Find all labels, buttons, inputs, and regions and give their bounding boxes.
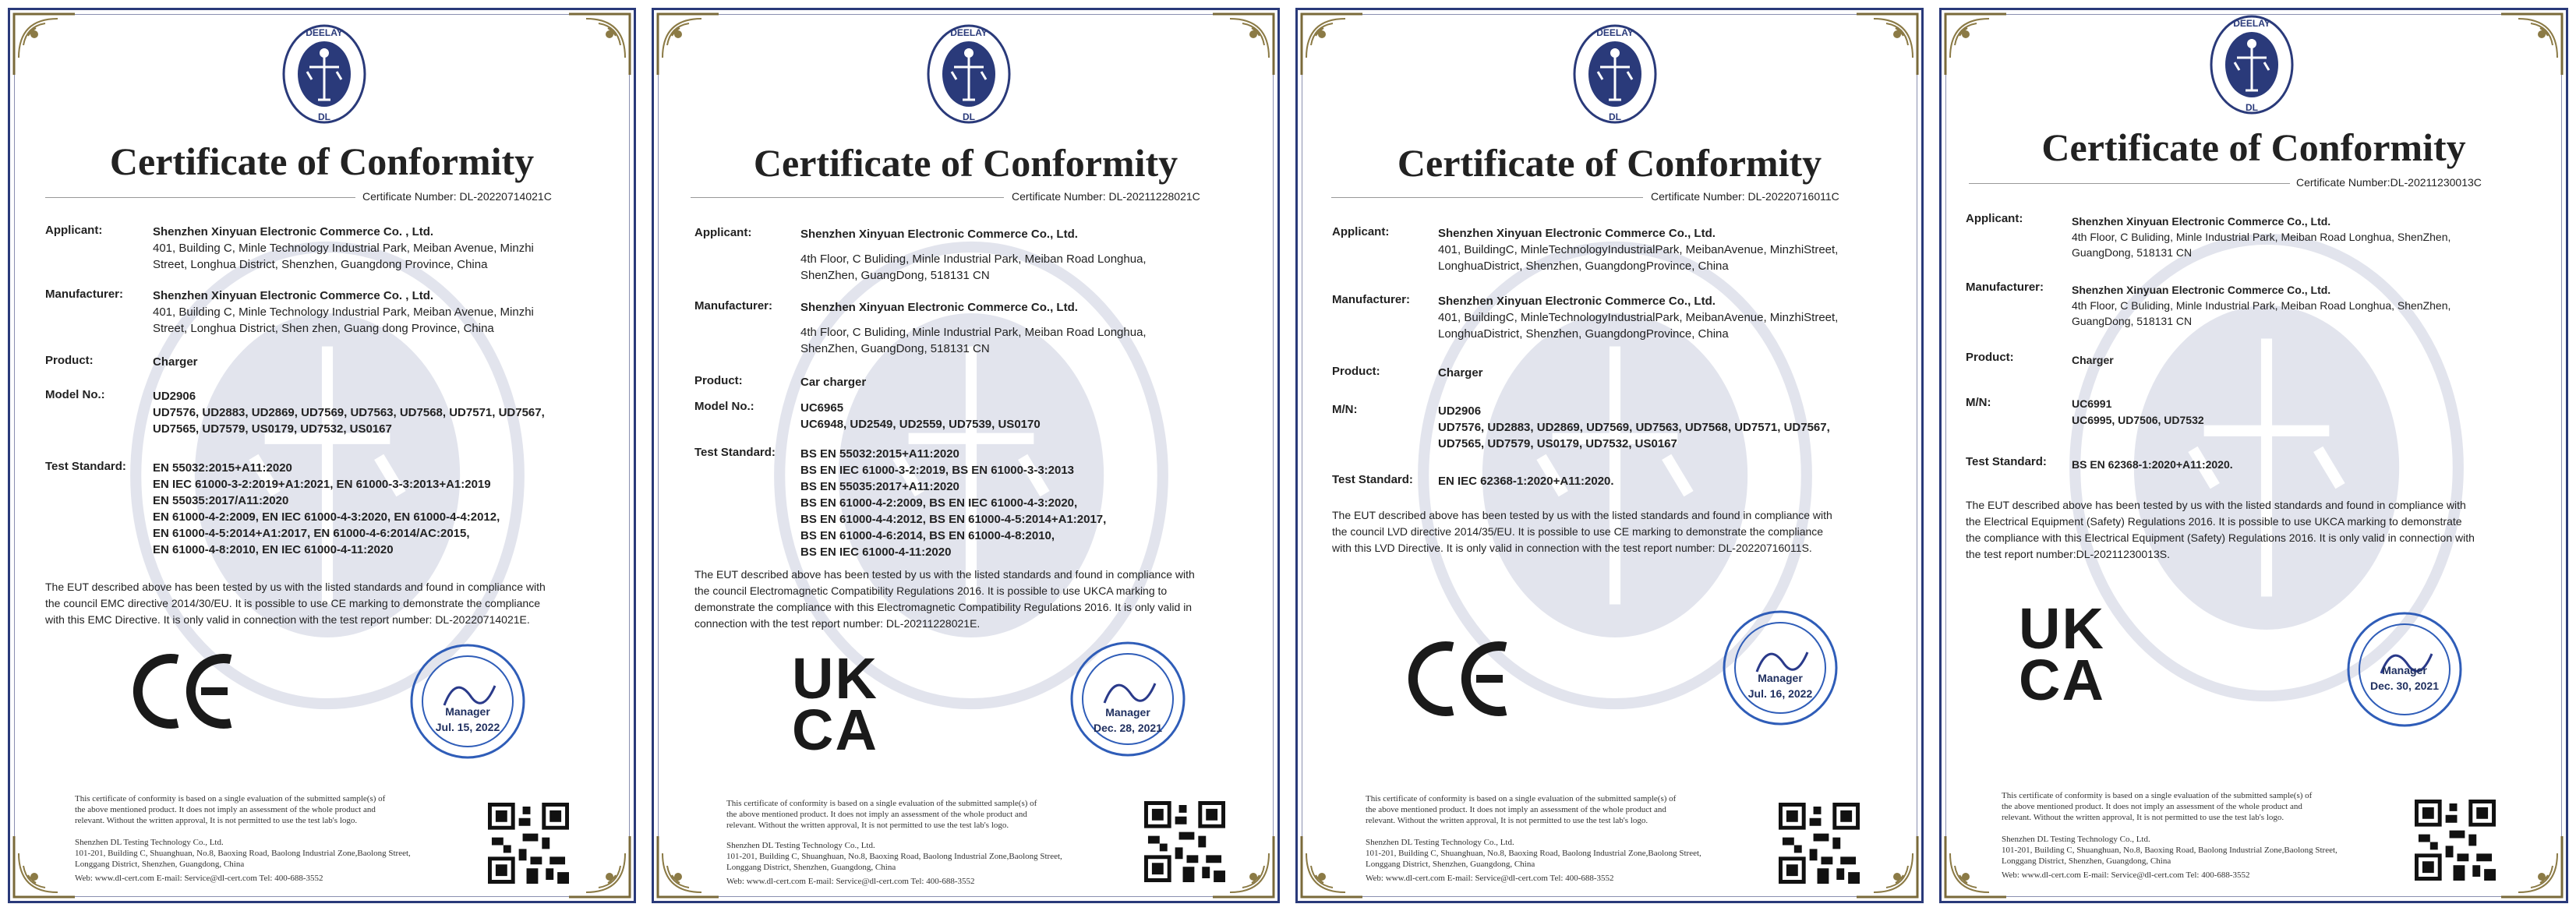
stamp-role: Manager xyxy=(2382,664,2427,676)
standard-value xyxy=(800,446,1106,560)
statement-line: the council LVD directive 2014/35/EU. It is possible to use CE marking to demonstrate the compliance xyxy=(1332,525,1824,538)
issuer-contact: Web: www.dl-cert.com E-mail: Service@dl-cert.com Tel: 400-688-3552 xyxy=(726,877,975,886)
statement-line: the compliance with this Electrical Equipment (Safety) Regulations 2016. It is only valid in connection with xyxy=(1966,531,2475,544)
issuer-line: 101-201, Building C, Shuanghuan, No.8, Baoxing Road, Baolong Industrial Zone,Baolong Street, xyxy=(726,852,1062,861)
disclaimer-line: This certificate of conformity is based on a single evaluation of the submitted sample(s) of xyxy=(1366,794,1677,803)
qr-code-icon xyxy=(1144,801,1225,882)
deelay-dl-emblem-icon xyxy=(1572,23,1658,125)
model-label: Model No.: xyxy=(45,388,105,401)
statement-line: demonstrate the compliance with this Electromagnetic Compatibility Regulations 2016. It is only valid in xyxy=(694,601,1193,613)
standard-line: BS EN IEC 61000-4-11:2020 xyxy=(800,546,952,559)
product-value: Charger xyxy=(2072,354,2114,366)
standard-label: Test Standard: xyxy=(694,446,776,459)
disclaimer xyxy=(75,793,385,826)
ornament-corner-icon xyxy=(655,11,722,78)
ornament-corner-icon xyxy=(1210,11,1277,78)
disclaimer-line: the above mentioned product. It does not imply an assessment of the whole product and xyxy=(2002,802,2302,811)
logo-bottom-text: DL xyxy=(2246,102,2258,113)
standard-line: EN 61000-4-5:2014+A1:2017, EN 61000-4-6:2014/AC:2015, xyxy=(153,527,470,540)
standard-value xyxy=(2072,457,2233,473)
model-extra-line: UC6948, UD2549, UD2559, UD7539, US0170 xyxy=(800,418,1041,431)
product-label: Product: xyxy=(1966,351,2014,364)
logo-bottom-text: DL xyxy=(1609,111,1621,122)
title-rule xyxy=(45,197,355,198)
title-rule xyxy=(1969,183,2290,184)
standard-line: BS EN 55035:2017+A11:2020 xyxy=(800,480,959,493)
standard-label: Test Standard: xyxy=(1332,473,1413,486)
applicant-address-line: 4th Floor, C Buliding, Minle Industrial Park, Meiban Road Longhua, xyxy=(800,252,1147,266)
disclaimer-line: This certificate of conformity is based on a single evaluation of the submitted sample(s) of xyxy=(2002,791,2313,800)
standard-line: EN IEC 62368-1:2020+A11:2020. xyxy=(1438,475,1614,488)
disclaimer-line: relevant. Without the written approval, It is not permitted to use the test lab's logo. xyxy=(726,821,1009,830)
model-label: M/N: xyxy=(1332,403,1358,416)
ornament-corner-icon xyxy=(1942,833,2009,900)
statement-line: the test report number:DL-20211230013S. xyxy=(1966,548,2171,560)
standard-line: BS EN 61000-4-4:2012, BS EN 61000-4-5:2014+A1:2017, xyxy=(800,513,1107,526)
certificate-title: Certificate of Conformity xyxy=(753,141,1178,185)
standard-line: BS EN 55032:2015+A11:2020 xyxy=(800,447,959,461)
model-number: UD2906 xyxy=(153,390,196,403)
manufacturer-name: Shenzhen Xinyuan Electronic Commerce Co., Ltd. xyxy=(2072,284,2331,296)
model-value xyxy=(2072,396,2204,429)
applicant-value xyxy=(1438,225,1838,274)
applicant-label: Applicant: xyxy=(45,224,103,237)
applicant-address-line: 4th Floor, C Buliding, Minle Industrial Park, Meiban Road Longhua, ShenZhen, xyxy=(2072,231,2451,243)
certificate-1 xyxy=(0,0,644,911)
disclaimer-line: the above mentioned product. It does not imply an assessment of the whole product and xyxy=(75,805,376,814)
product-value: Charger xyxy=(153,355,198,369)
certificate-title: Certificate of Conformity xyxy=(2041,125,2466,169)
standard-line: EN IEC 61000-3-2:2019+A1:2021, EN 61000-3-3:2013+A1:2019 xyxy=(153,478,491,491)
issuer-info xyxy=(2002,834,2337,881)
standard-line: BS EN 61000-4-2:2009, BS EN IEC 61000-4-3:2020, xyxy=(800,496,1078,510)
manufacturer-address-line: 4th Floor, C Buliding, Minle Industrial Park, Meiban Road Longhua, xyxy=(800,326,1147,339)
stamp-role: Manager xyxy=(1758,672,1803,684)
ornament-corner-icon xyxy=(1299,11,1366,78)
model-number: UD2906 xyxy=(1438,404,1482,418)
certificate-3 xyxy=(1288,0,1931,911)
stamp-date: Dec. 28, 2021 xyxy=(1094,722,1162,734)
ornament-corner-icon xyxy=(11,11,78,78)
manufacturer-value xyxy=(153,288,534,337)
manufacturer-address-line: 401, Building C, Minle Technology Industrial Park, Meiban Avenue, Minzhi xyxy=(153,305,534,319)
qr-code-icon xyxy=(2415,800,2496,881)
certificate-number: Certificate Number: DL-20211228021C xyxy=(1012,190,1200,203)
ornament-corner-icon xyxy=(2498,11,2565,78)
ornament-corner-icon xyxy=(1853,833,1921,900)
standard-line: BS EN 62368-1:2020+A11:2020. xyxy=(2072,458,2233,471)
manufacturer-label: Manufacturer: xyxy=(694,299,773,312)
issuer-line: Longgang District, Shenzhen, Guangdong, China xyxy=(2002,856,2171,866)
certificate-4 xyxy=(1931,0,2576,911)
certificate-number: Certificate Number:DL-20211230013C xyxy=(2296,176,2482,189)
model-value xyxy=(1438,403,1830,452)
issuer-contact: Web: www.dl-cert.com E-mail: Service@dl-cert.com Tel: 400-688-3552 xyxy=(2002,870,2250,880)
manufacturer-value xyxy=(2072,282,2451,329)
manufacturer-label: Manufacturer: xyxy=(45,288,124,301)
issuer-line: Longgang District, Shenzhen, Guangdong, China xyxy=(1366,860,1535,869)
applicant-label: Applicant: xyxy=(1966,212,2023,225)
ornament-corner-icon xyxy=(566,11,633,78)
standard-value xyxy=(1438,473,1614,489)
ce-mark-icon xyxy=(1406,641,1512,717)
approved-round-stamp-icon xyxy=(1722,609,1839,726)
statement-line: The EUT described above has been tested by us with the listed standards and found in compliance with xyxy=(45,581,546,593)
statement-line: the Electrical Equipment (Safety) Regulations 2016. It is possible to use UKCA marking to demonstrate xyxy=(1966,515,2462,528)
applicant-name: Shenzhen Xinyuan Electronic Commerce Co., Ltd. xyxy=(800,228,1078,241)
standard-line: EN 55032:2015+A11:2020 xyxy=(153,461,292,475)
ce-mark-icon xyxy=(131,653,237,729)
applicant-name: Shenzhen Xinyuan Electronic Commerce Co., Ltd. xyxy=(1438,227,1716,240)
product-label: Product: xyxy=(694,374,743,387)
standard-value xyxy=(153,460,500,558)
logo-top-text: DEELAY xyxy=(1596,27,1634,38)
disclaimer-line: relevant. Without the written approval, It is not permitted to use the test lab's logo. xyxy=(1366,816,1648,825)
manufacturer-value xyxy=(800,299,1147,357)
applicant-address-line: 401, BuildingC, MinleTechnologyIndustrialPark, MeibanAvenue, MinzhiStreet, xyxy=(1438,243,1839,256)
issuer-line: Longgang District, Shenzhen, Guangdong, China xyxy=(726,863,896,872)
logo-top-text: DEELAY xyxy=(2233,18,2270,29)
issuer-line: Shenzhen DL Testing Technology Co., Ltd. xyxy=(1366,838,1514,847)
ukca-mark-icon xyxy=(792,646,878,762)
ukca-mark-bottom: CA xyxy=(2019,648,2105,712)
stamp-date: Dec. 30, 2021 xyxy=(2370,680,2439,692)
issuer-line: Shenzhen DL Testing Technology Co., Ltd. xyxy=(2002,835,2150,844)
model-value xyxy=(800,400,1041,433)
applicant-label: Applicant: xyxy=(1332,225,1390,238)
statement-line: The EUT described above has been tested by us with the listed standards and found in compliance with xyxy=(694,568,1195,581)
manufacturer-address-line: 4th Floor, C Buliding, Minle Industrial Park, Meiban Road Longhua, ShenZhen, xyxy=(2072,299,2451,312)
logo-bottom-text: DL xyxy=(318,111,330,122)
statement-line: the council Electromagnetic Compatibility Regulations 2016. It is possible to use UKCA marking to xyxy=(694,584,1168,597)
approved-round-stamp-icon xyxy=(409,643,526,760)
certificate-number: Certificate Number: DL-20220716011C xyxy=(1651,190,1839,203)
ukca-mark-top: UK xyxy=(792,646,878,711)
ukca-mark-top: UK xyxy=(2019,596,2105,661)
manufacturer-address-line: Street, Longhua District, Shen zhen, Guang dong Province, China xyxy=(153,322,494,335)
standard-line: BS EN 61000-4-6:2014, BS EN 61000-4-8:2010, xyxy=(800,529,1055,542)
disclaimer-line: relevant. Without the written approval, It is not permitted to use the test lab's logo. xyxy=(75,816,358,825)
stamp-date: Jul. 16, 2022 xyxy=(1747,687,1813,700)
deelay-dl-emblem-icon xyxy=(281,23,367,125)
applicant-value xyxy=(800,226,1147,284)
ornament-corner-icon xyxy=(1942,11,2009,78)
compliance-statement xyxy=(45,579,546,628)
product-label: Product: xyxy=(45,354,94,367)
statement-line: with this EMC Directive. It is only valid in connection with the test report number: DL-20220714021E. xyxy=(45,613,530,626)
manufacturer-name: Shenzhen Xinyuan Electronic Commerce Co., Ltd. xyxy=(1438,295,1716,308)
applicant-address-line: Street, Longhua District, Shenzhen, Guangdong Province, China xyxy=(153,258,488,271)
deelay-dl-emblem-icon xyxy=(926,23,1012,125)
applicant-address-line: GuangDong, 518131 CN xyxy=(2072,246,2193,259)
applicant-address-line: 401, Building C, Minle Technology Industrial Park, Meiban Avenue, Minzhi xyxy=(153,242,534,255)
issuer-line: 101-201, Building C, Shuanghuan, No.8, Baoxing Road, Baolong Industrial Zone,Baolong Street, xyxy=(2002,846,2337,855)
manufacturer-address-line: ShenZhen, GuangDong, 518131 CN xyxy=(800,342,990,355)
issuer-contact: Web: www.dl-cert.com E-mail: Service@dl-cert.com Tel: 400-688-3552 xyxy=(1366,874,1614,883)
disclaimer xyxy=(726,798,1037,831)
disclaimer-line: This certificate of conformity is based on a single evaluation of the submitted sample(s) of xyxy=(726,799,1037,808)
title-rule xyxy=(1331,197,1643,198)
applicant-label: Applicant: xyxy=(694,226,752,239)
applicant-value xyxy=(2072,214,2451,260)
manufacturer-label: Manufacturer: xyxy=(1332,293,1411,306)
issuer-line: 101-201, Building C, Shuanghuan, No.8, Baoxing Road, Baolong Industrial Zone,Baolong Street, xyxy=(75,849,411,858)
standard-label: Test Standard: xyxy=(1966,455,2047,468)
issuer-line: Longgang District, Shenzhen, Guangdong, China xyxy=(75,860,245,869)
compliance-statement xyxy=(1332,507,1832,556)
model-extra-line: UD7576, UD2883, UD2869, UD7569, UD7563, UD7568, UD7571, UD7567, xyxy=(1438,421,1830,434)
qr-code-icon xyxy=(1779,803,1860,884)
certificate-title: Certificate of Conformity xyxy=(109,139,535,183)
model-extra-line: UD7565, UD7579, US0179, UD7532, US0167 xyxy=(153,422,392,436)
applicant-name: Shenzhen Xinyuan Electronic Commerce Co. , Ltd. xyxy=(153,225,434,238)
standard-line: EN 61000-4-2:2009, EN IEC 61000-4-3:2020, EN 61000-4-4:2012, xyxy=(153,510,500,524)
model-value xyxy=(153,388,545,437)
manufacturer-value xyxy=(1438,293,1838,342)
stamp-date: Jul. 15, 2022 xyxy=(435,721,500,733)
certificate-number: Certificate Number: DL-20220714021C xyxy=(362,190,552,203)
statement-line: the council EMC directive 2014/30/EU. It is possible to use CE marking to demonstrate the compliance xyxy=(45,597,540,609)
certificate-title: Certificate of Conformity xyxy=(1397,141,1822,185)
stamp-role: Manager xyxy=(445,705,490,718)
statement-line: connection with the test report number: DL-20211228021E. xyxy=(694,617,981,630)
standard-line: EN 61000-4-8:2010, EN IEC 61000-4-11:2020 xyxy=(153,543,394,556)
ornament-corner-icon xyxy=(11,833,78,900)
model-extra-line: UD7565, UD7579, US0179, UD7532, US0167 xyxy=(1438,437,1677,450)
ukca-mark-icon xyxy=(2019,596,2105,712)
ukca-mark-bottom: CA xyxy=(792,697,878,762)
qr-code-icon xyxy=(488,803,569,884)
ornament-corner-icon xyxy=(1853,11,1921,78)
logo-top-text: DEELAY xyxy=(306,27,343,38)
issuer-line: Shenzhen DL Testing Technology Co., Ltd. xyxy=(726,841,875,850)
disclaimer xyxy=(1366,793,1676,826)
issuer-line: Shenzhen DL Testing Technology Co., Ltd. xyxy=(75,838,224,847)
manufacturer-address-line: LonghuaDistrict, Shenzhen, GuangdongProvince, China xyxy=(1438,327,1729,341)
compliance-statement xyxy=(1966,497,2475,563)
product-label: Product: xyxy=(1332,365,1380,378)
logo-top-text: DEELAY xyxy=(950,27,988,38)
ornament-corner-icon xyxy=(2498,833,2565,900)
model-extra-line: UD7576, UD2883, UD2869, UD7569, UD7563, UD7568, UD7571, UD7567, xyxy=(153,406,545,419)
issuer-line: 101-201, Building C, Shuanghuan, No.8, Baoxing Road, Baolong Industrial Zone,Baolong Street, xyxy=(1366,849,1701,858)
ornament-corner-icon xyxy=(1299,833,1366,900)
disclaimer-line: relevant. Without the written approval, It is not permitted to use the test lab's logo. xyxy=(2002,813,2284,822)
issuer-info xyxy=(726,840,1062,887)
disclaimer xyxy=(2002,790,2312,823)
certificate-2 xyxy=(644,0,1288,911)
deelay-dl-emblem-icon xyxy=(2209,14,2295,115)
issuer-info xyxy=(1366,837,1701,884)
standard-line: BS EN IEC 61000-3-2:2019, BS EN 61000-3-3:2013 xyxy=(800,464,1075,477)
applicant-address-line: LonghuaDistrict, Shenzhen, GuangdongProvince, China xyxy=(1438,260,1729,273)
manufacturer-name: Shenzhen Xinyuan Electronic Commerce Co., Ltd. xyxy=(800,301,1078,314)
approved-round-stamp-icon xyxy=(1069,641,1186,757)
manufacturer-address-line: GuangDong, 518131 CN xyxy=(2072,315,2193,327)
manufacturer-label: Manufacturer: xyxy=(1966,281,2044,294)
model-extra-line: UC6995, UD7506, UD7532 xyxy=(2072,414,2204,426)
statement-line: The EUT described above has been tested by us with the listed standards and found in compliance with xyxy=(1332,509,1832,521)
applicant-value xyxy=(153,224,534,273)
model-number: UC6965 xyxy=(800,401,844,415)
disclaimer-line: the above mentioned product. It does not imply an assessment of the whole product and xyxy=(1366,805,1666,814)
statement-line: with this LVD Directive. It is only valid in connection with the test report number: DL-20220716011S. xyxy=(1332,542,1812,554)
issuer-info xyxy=(75,837,411,884)
ornament-corner-icon xyxy=(566,833,633,900)
applicant-name: Shenzhen Xinyuan Electronic Commerce Co., Ltd. xyxy=(2072,215,2331,228)
standard-label: Test Standard: xyxy=(45,460,126,473)
manufacturer-name: Shenzhen Xinyuan Electronic Commerce Co. , Ltd. xyxy=(153,289,434,302)
ornament-corner-icon xyxy=(655,833,722,900)
product-value: Charger xyxy=(1438,366,1483,380)
compliance-statement xyxy=(694,567,1195,632)
applicant-address-line: ShenZhen, GuangDong, 518131 CN xyxy=(800,269,990,282)
statement-line: The EUT described above has been tested by us with the listed standards and found in compliance with xyxy=(1966,499,2466,511)
stamp-role: Manager xyxy=(1105,706,1150,719)
issuer-contact: Web: www.dl-cert.com E-mail: Service@dl-cert.com Tel: 400-688-3552 xyxy=(75,874,323,883)
disclaimer-line: This certificate of conformity is based on a single evaluation of the submitted sample(s) of xyxy=(75,794,386,803)
title-rule xyxy=(691,197,1004,198)
product-value: Car charger xyxy=(800,376,867,389)
model-number: UC6991 xyxy=(2072,397,2112,410)
model-label: Model No.: xyxy=(694,400,754,413)
logo-bottom-text: DL xyxy=(963,111,975,122)
disclaimer-line: the above mentioned product. It does not imply an assessment of the whole product and xyxy=(726,810,1027,819)
manufacturer-address-line: 401, BuildingC, MinleTechnologyIndustrialPark, MeibanAvenue, MinzhiStreet, xyxy=(1438,311,1839,324)
standard-line: EN 55035:2017/A11:2020 xyxy=(153,494,289,507)
model-label: M/N: xyxy=(1966,396,1991,409)
